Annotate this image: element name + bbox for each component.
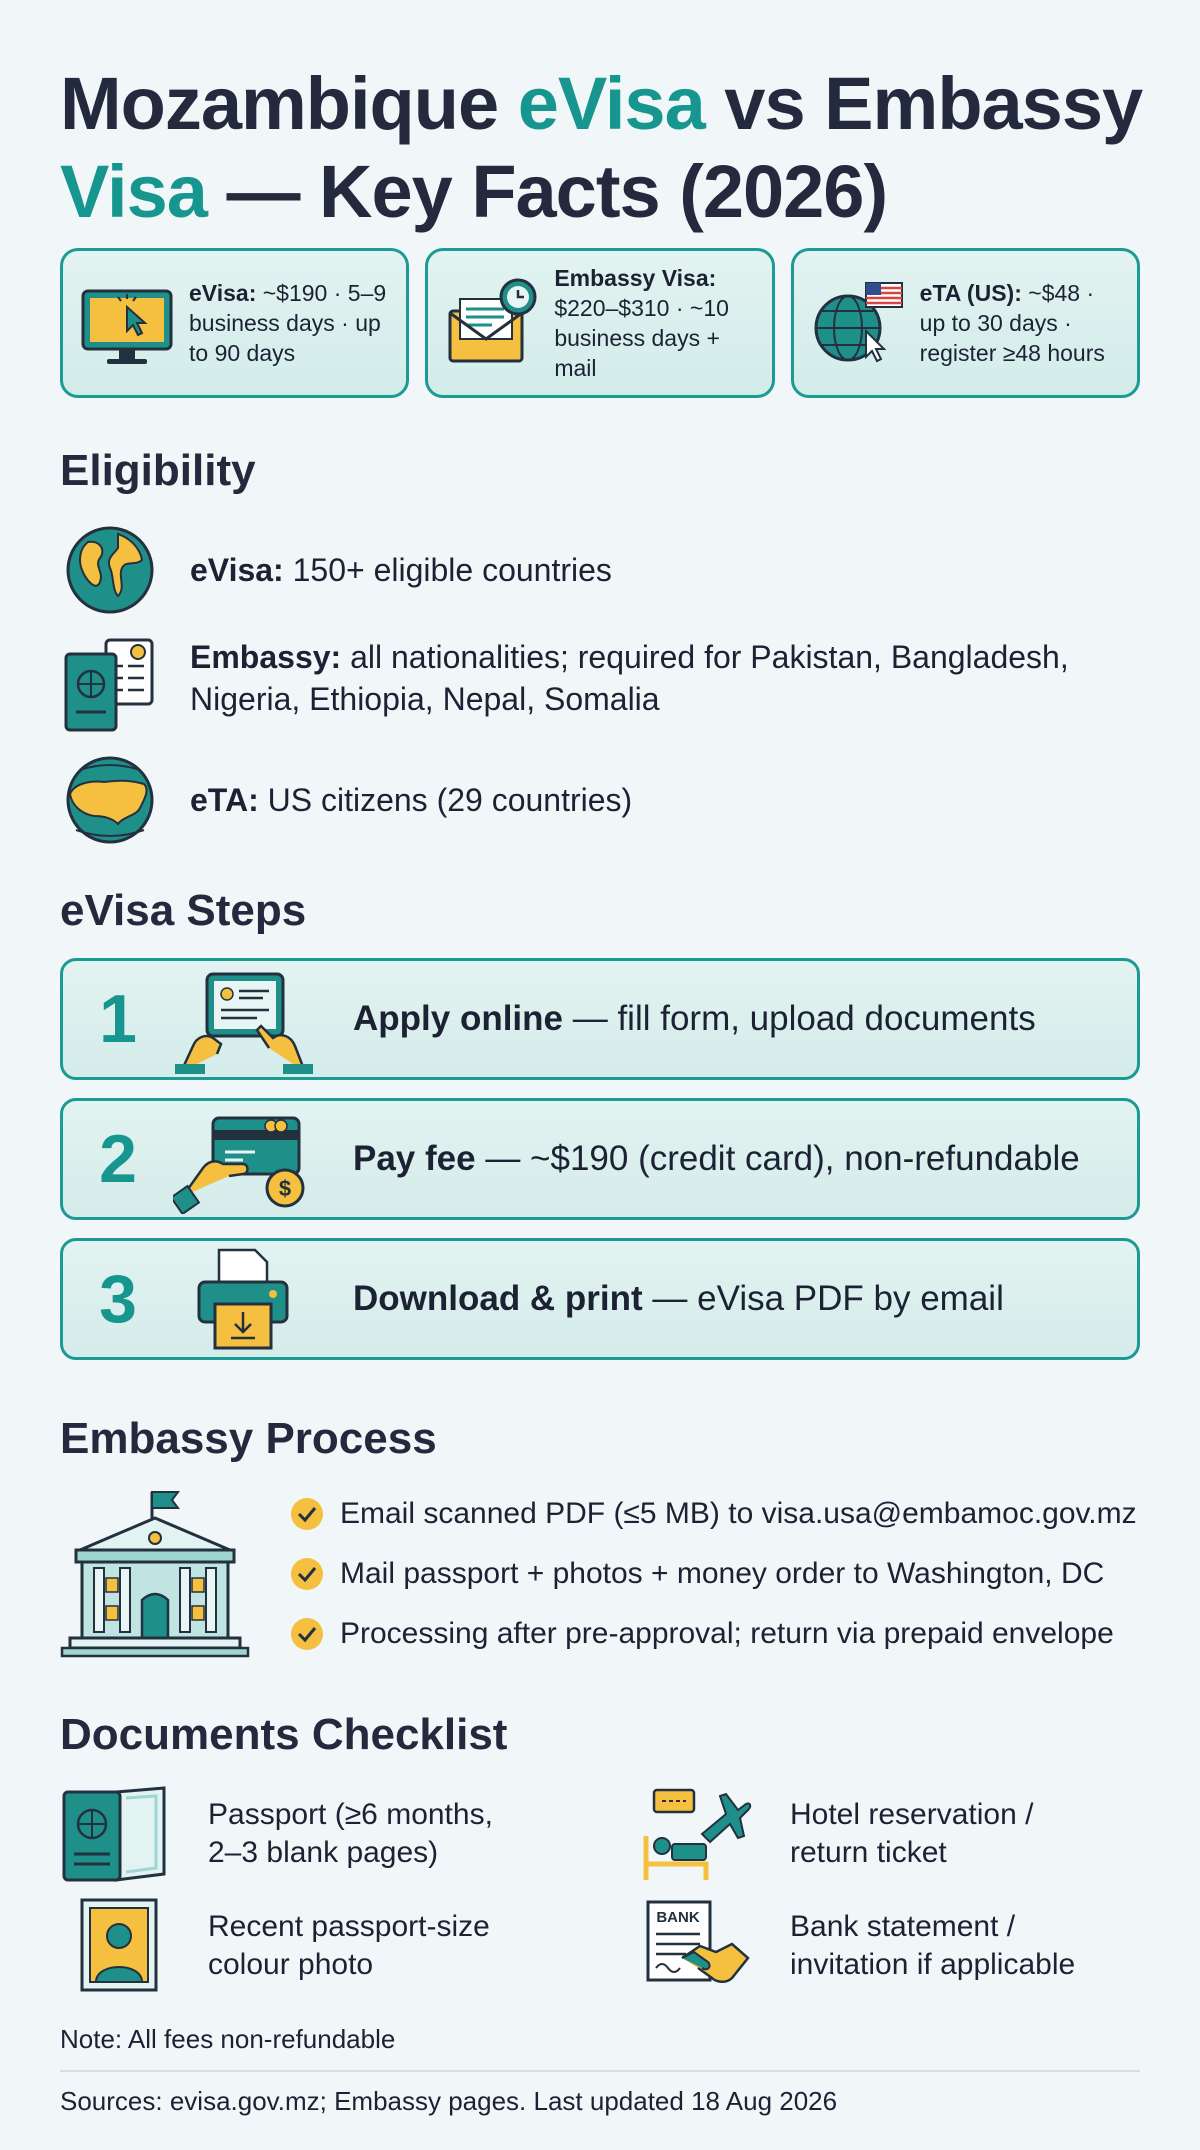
step-number: 3: [99, 1261, 137, 1337]
passport-icon: [60, 1784, 170, 1884]
globe-flag-icon: [808, 273, 908, 373]
eligibility-text: eTA: US citizens (29 countries): [190, 782, 633, 818]
summary-card-embassy: [425, 248, 774, 398]
credit-card-icon: [173, 1104, 313, 1214]
document-text: Recent passport-size colour photo: [208, 1910, 490, 1981]
title-highlight-visa: Visa: [60, 150, 207, 233]
step-2: [60, 1098, 1140, 1220]
passport-checklist-icon: [60, 636, 160, 736]
us-globe-icon: [60, 750, 160, 850]
check-icon: [290, 1497, 324, 1531]
step-text: Apply online — fill form, upload documents: [353, 999, 1036, 1038]
process-item: [290, 1617, 1114, 1651]
process-text: Email scanned PDF (≤5 MB) to visa.usa@embamoc.gov.mz: [340, 1497, 1137, 1530]
document-item-bank: [642, 1896, 1075, 1996]
process-text: Mail passport + photos + money order to Washington, DC: [340, 1557, 1105, 1590]
footer-note: Note: All fees non-refundable: [60, 2024, 396, 2054]
eligibility-text: Embassy: all nationalities; required for Pakistan, Bangladesh, Nigeria, Ethiopia, Nepal, Somalia: [190, 639, 1069, 717]
summary-text: eVisa: ~$190 · 5–9 business days · up to 90 days: [189, 280, 387, 366]
document-text: Passport (≥6 months, 2–3 blank pages): [208, 1798, 493, 1869]
printer-icon: [173, 1244, 313, 1354]
document-text: Bank statement / invitation if applicable: [790, 1910, 1076, 1981]
bank-handshake-icon: [642, 1896, 752, 1996]
tablet-form-icon: [173, 964, 313, 1074]
photo-icon: [60, 1896, 170, 1996]
step-number: 1: [99, 981, 137, 1057]
embassy-building-icon: [60, 1488, 250, 1660]
document-item-passport: [60, 1784, 493, 1884]
globe-icon: [60, 520, 160, 620]
footer-sources: Sources: evisa.gov.mz; Embassy pages. Last updated 18 Aug 2026: [60, 2086, 838, 2116]
step-text: Download & print — eVisa PDF by email: [353, 1279, 1004, 1318]
eligibility-heading: Eligibility: [60, 446, 256, 495]
document-item-hotel: [642, 1784, 1033, 1884]
summary-text: Embassy Visa: $220–$310 · ~10 business days + mail: [554, 265, 729, 381]
process-text: Processing after pre-approval; return via prepaid envelope: [340, 1617, 1114, 1650]
step-1: [60, 958, 1140, 1080]
process-item: [290, 1557, 1104, 1591]
summary-card-eta: [791, 248, 1140, 398]
step-text: Pay fee — ~$190 (credit card), non-refundable: [353, 1139, 1080, 1178]
title-text: — Key Facts (2026): [206, 150, 888, 233]
document-item-photo: [60, 1896, 490, 1996]
eligibility-text: eVisa: 150+ eligible countries: [190, 552, 612, 588]
embassy-process-heading: Embassy Process: [60, 1414, 437, 1463]
check-icon: [290, 1557, 324, 1591]
hotel-plane-icon: [642, 1784, 752, 1884]
eligibility-item-eta: [60, 750, 1140, 850]
computer-cursor-icon: [77, 273, 177, 373]
envelope-clock-icon: [442, 273, 542, 373]
summary-card-evisa: [60, 248, 409, 398]
svg-text:$: $: [278, 1176, 292, 1201]
process-item: [290, 1497, 1137, 1531]
summary-text: eTA (US): ~$48 · up to 30 days · register ≥48 hours: [919, 280, 1105, 366]
evisa-steps-heading: eVisa Steps: [60, 886, 307, 935]
step-number: 2: [99, 1121, 137, 1197]
title-text: vs Embassy: [704, 62, 1143, 145]
svg-text:BANK: BANK: [656, 1909, 700, 1926]
divider: [60, 2070, 1140, 2072]
title-highlight-evisa: eVisa: [517, 62, 705, 145]
eligibility-item-embassy: [60, 636, 1140, 736]
summary-cards: [60, 248, 1140, 398]
check-icon: [290, 1617, 324, 1651]
page-title: [60, 60, 1160, 236]
title-text: Mozambique: [60, 62, 518, 145]
step-3: [60, 1238, 1140, 1360]
documents-heading: Documents Checklist: [60, 1710, 508, 1759]
document-text: Hotel reservation / return ticket: [790, 1798, 1034, 1869]
eligibility-item-evisa: [60, 520, 1140, 620]
